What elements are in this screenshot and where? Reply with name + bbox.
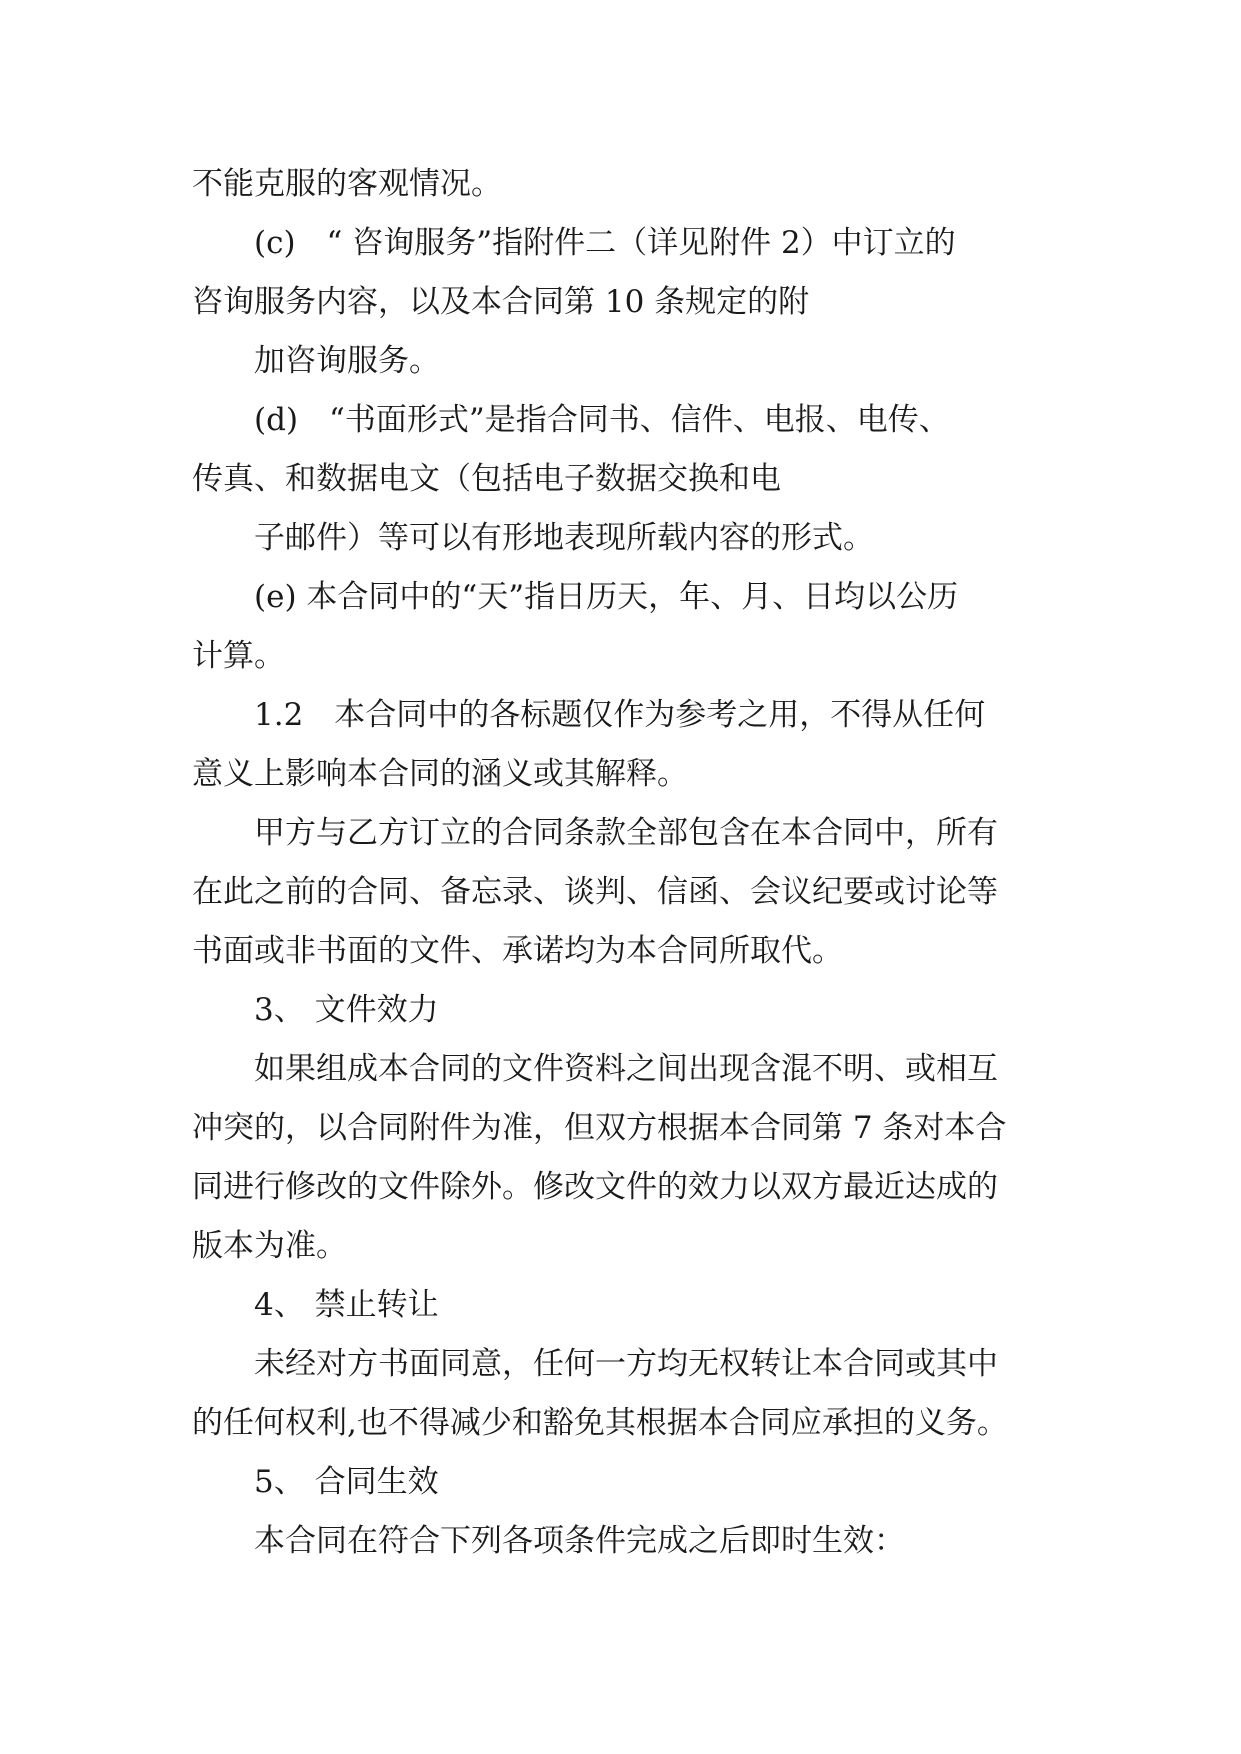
text-line: (e) 本合同中的“天”指日历天，年、月、日均以公历 bbox=[254, 579, 959, 615]
text-line: (d) “书面形式”是指合同书、信件、电报、电传、 bbox=[254, 402, 950, 438]
text-line: 如果组成本合同的文件资料之间出现含混不明、或相互 bbox=[254, 1051, 998, 1087]
text-line: 本合同在符合下列各项条件完成之后即时生效： bbox=[254, 1523, 905, 1559]
section-heading: 4、 禁止转让 bbox=[254, 1287, 439, 1323]
text-line: 未经对方书面同意，任何一方均无权转让本合同或其中 bbox=[254, 1346, 998, 1382]
section-heading: 3、 文件效力 bbox=[254, 992, 439, 1028]
text-line: 不能克服的客观情况。 bbox=[192, 166, 502, 202]
text-line: 计算。 bbox=[192, 638, 285, 674]
text-line: (c) “ 咨询服务”指附件二（详见附件 2）中订立的 bbox=[254, 225, 956, 261]
text-line: 冲突的，以合同附件为准，但双方根据本合同第 7 条对本合 bbox=[192, 1110, 1007, 1146]
text-line: 传真、和数据电文（包括电子数据交换和电 bbox=[192, 461, 781, 497]
text-line: 1.2 本合同中的各标题仅作为参考之用，不得从任何 bbox=[254, 697, 986, 733]
text-line: 在此之前的合同、备忘录、谈判、信函、会议纪要或讨论等 bbox=[192, 874, 998, 910]
text-line: 的任何权利,也不得减少和豁免其根据本合同应承担的义务。 bbox=[192, 1405, 1008, 1441]
text-line: 意义上影响本合同的涵义或其解释。 bbox=[192, 756, 688, 792]
text-line: 版本为准。 bbox=[192, 1228, 347, 1264]
text-line: 加咨询服务。 bbox=[254, 343, 440, 379]
text-line: 书面或非书面的文件、承诺均为本合同所取代。 bbox=[192, 933, 843, 969]
text-line: 甲方与乙方订立的合同条款全部包含在本合同中，所有 bbox=[254, 815, 998, 851]
text-line: 咨询服务内容，以及本合同第 10 条规定的附 bbox=[192, 284, 810, 320]
section-heading: 5、 合同生效 bbox=[254, 1464, 439, 1500]
text-line: 同进行修改的文件除外。修改文件的效力以双方最近达成的 bbox=[192, 1169, 998, 1205]
text-line: 子邮件）等可以有形地表现所载内容的形式。 bbox=[254, 520, 874, 556]
